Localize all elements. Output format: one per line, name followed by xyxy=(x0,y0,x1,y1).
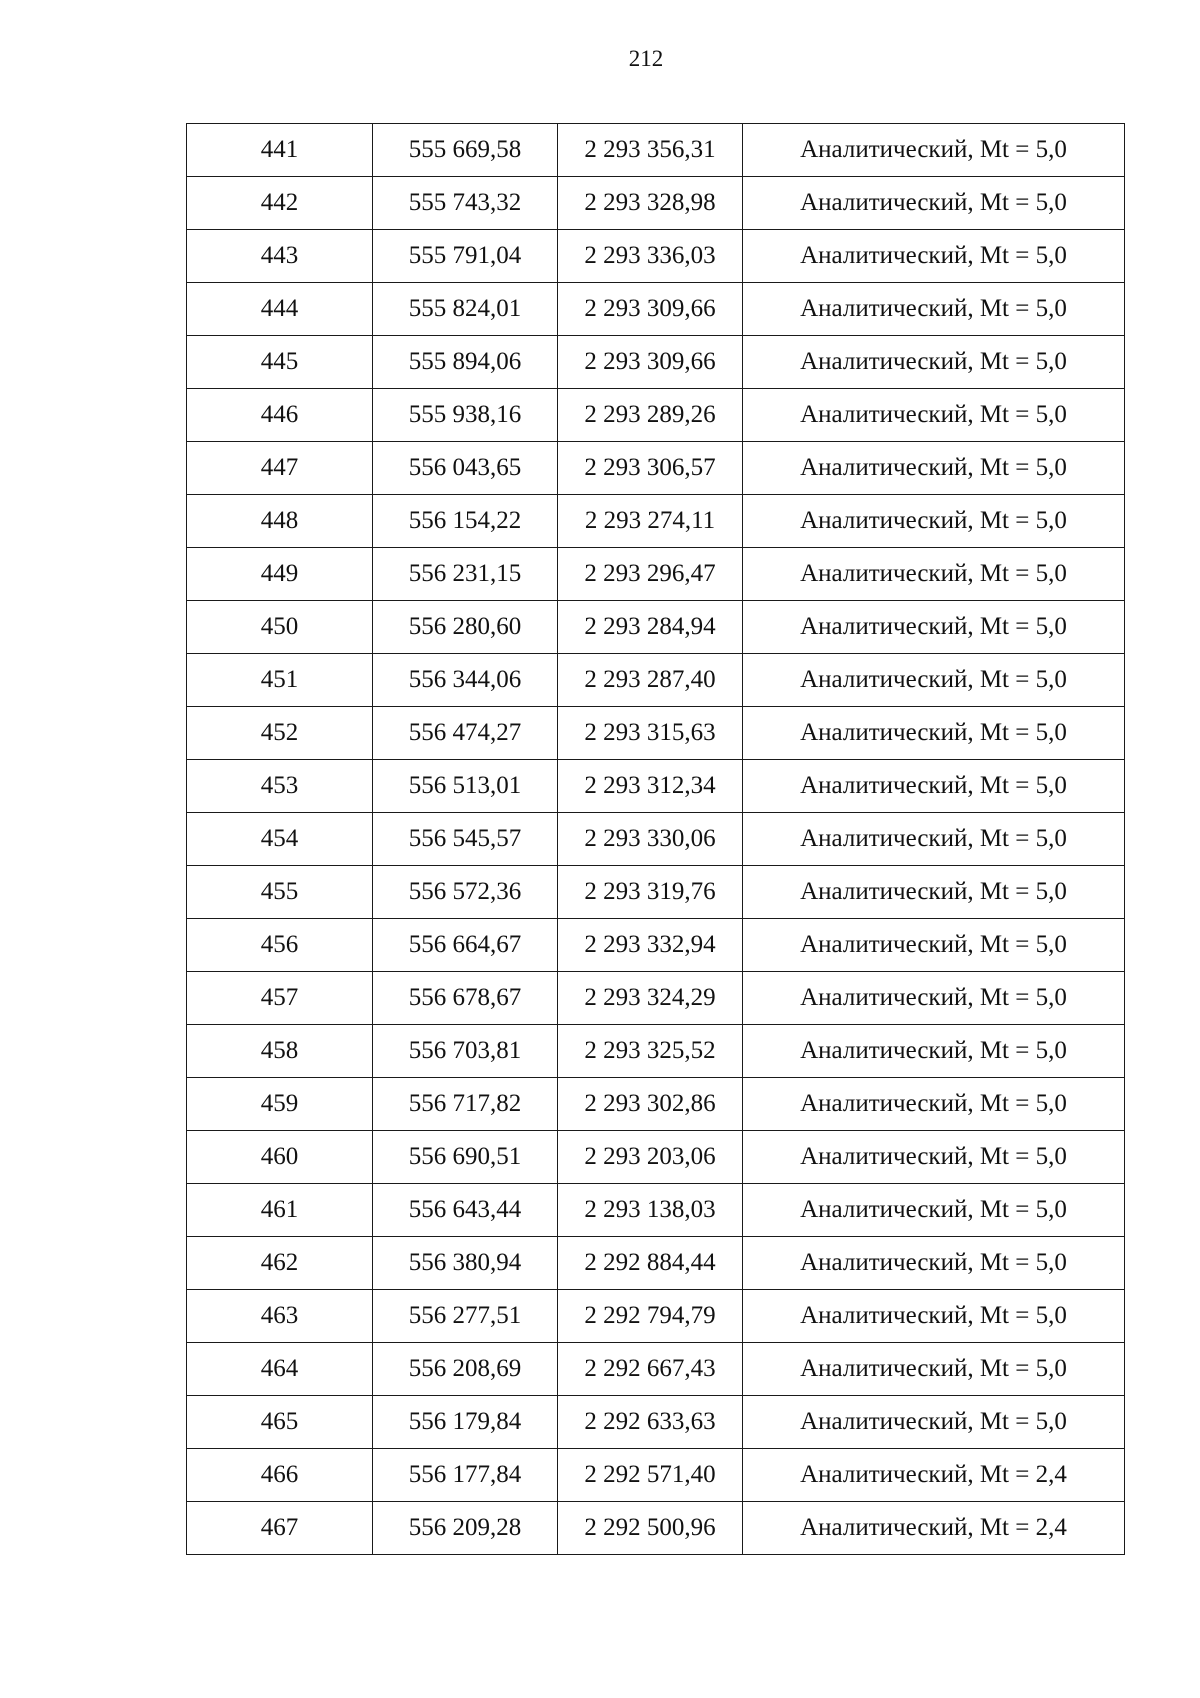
table-row xyxy=(187,601,1125,654)
point-number-cell: 458 xyxy=(187,1025,373,1078)
x-coordinate-cell: 555 791,04 xyxy=(373,230,558,283)
table-row xyxy=(187,1078,1125,1131)
y-coordinate-cell: 2 292 794,79 xyxy=(558,1290,743,1343)
method-cell: Аналитический, Mt = 5,0 xyxy=(743,1131,1125,1184)
y-coordinate-cell: 2 293 328,98 xyxy=(558,177,743,230)
table-row xyxy=(187,442,1125,495)
method-cell: Аналитический, Mt = 5,0 xyxy=(743,495,1125,548)
point-number-cell: 446 xyxy=(187,389,373,442)
point-number-cell: 462 xyxy=(187,1237,373,1290)
method-cell: Аналитический, Mt = 5,0 xyxy=(743,707,1125,760)
table-row xyxy=(187,1290,1125,1343)
y-coordinate-cell: 2 293 324,29 xyxy=(558,972,743,1025)
x-coordinate-cell: 555 894,06 xyxy=(373,336,558,389)
point-number-cell: 450 xyxy=(187,601,373,654)
x-coordinate-cell: 556 043,65 xyxy=(373,442,558,495)
method-cell: Аналитический, Mt = 5,0 xyxy=(743,866,1125,919)
y-coordinate-cell: 2 293 289,26 xyxy=(558,389,743,442)
x-coordinate-cell: 556 643,44 xyxy=(373,1184,558,1237)
x-coordinate-cell: 555 824,01 xyxy=(373,283,558,336)
y-coordinate-cell: 2 293 336,03 xyxy=(558,230,743,283)
x-coordinate-cell: 556 690,51 xyxy=(373,1131,558,1184)
table-row xyxy=(187,283,1125,336)
point-number-cell: 459 xyxy=(187,1078,373,1131)
method-cell: Аналитический, Mt = 2,4 xyxy=(743,1502,1125,1555)
y-coordinate-cell: 2 293 274,11 xyxy=(558,495,743,548)
point-number-cell: 466 xyxy=(187,1449,373,1502)
method-cell: Аналитический, Mt = 5,0 xyxy=(743,124,1125,177)
table-row xyxy=(187,1396,1125,1449)
y-coordinate-cell: 2 293 309,66 xyxy=(558,283,743,336)
method-cell: Аналитический, Mt = 5,0 xyxy=(743,177,1125,230)
point-number-cell: 461 xyxy=(187,1184,373,1237)
table-row xyxy=(187,972,1125,1025)
x-coordinate-cell: 556 513,01 xyxy=(373,760,558,813)
method-cell: Аналитический, Mt = 5,0 xyxy=(743,442,1125,495)
x-coordinate-cell: 556 703,81 xyxy=(373,1025,558,1078)
point-number-cell: 445 xyxy=(187,336,373,389)
table-row xyxy=(187,866,1125,919)
y-coordinate-cell: 2 292 667,43 xyxy=(558,1343,743,1396)
method-cell: Аналитический, Mt = 5,0 xyxy=(743,919,1125,972)
point-number-cell: 449 xyxy=(187,548,373,601)
x-coordinate-cell: 556 572,36 xyxy=(373,866,558,919)
table-row xyxy=(187,230,1125,283)
table-row xyxy=(187,919,1125,972)
method-cell: Аналитический, Mt = 5,0 xyxy=(743,230,1125,283)
x-coordinate-cell: 556 231,15 xyxy=(373,548,558,601)
point-number-cell: 452 xyxy=(187,707,373,760)
table-row xyxy=(187,760,1125,813)
y-coordinate-cell: 2 293 287,40 xyxy=(558,654,743,707)
method-cell: Аналитический, Mt = 5,0 xyxy=(743,1343,1125,1396)
coordinates-table-body xyxy=(187,124,1125,1555)
table-row xyxy=(187,1343,1125,1396)
y-coordinate-cell: 2 292 633,63 xyxy=(558,1396,743,1449)
point-number-cell: 463 xyxy=(187,1290,373,1343)
method-cell: Аналитический, Mt = 2,4 xyxy=(743,1449,1125,1502)
x-coordinate-cell: 556 344,06 xyxy=(373,654,558,707)
coordinates-table xyxy=(186,123,1125,1555)
y-coordinate-cell: 2 293 306,57 xyxy=(558,442,743,495)
method-cell: Аналитический, Mt = 5,0 xyxy=(743,389,1125,442)
y-coordinate-cell: 2 293 315,63 xyxy=(558,707,743,760)
table-row xyxy=(187,548,1125,601)
point-number-cell: 441 xyxy=(187,124,373,177)
point-number-cell: 456 xyxy=(187,919,373,972)
point-number-cell: 443 xyxy=(187,230,373,283)
point-number-cell: 442 xyxy=(187,177,373,230)
x-coordinate-cell: 556 380,94 xyxy=(373,1237,558,1290)
y-coordinate-cell: 2 293 309,66 xyxy=(558,336,743,389)
method-cell: Аналитический, Mt = 5,0 xyxy=(743,1025,1125,1078)
point-number-cell: 460 xyxy=(187,1131,373,1184)
point-number-cell: 457 xyxy=(187,972,373,1025)
method-cell: Аналитический, Mt = 5,0 xyxy=(743,1290,1125,1343)
x-coordinate-cell: 555 743,32 xyxy=(373,177,558,230)
y-coordinate-cell: 2 293 296,47 xyxy=(558,548,743,601)
point-number-cell: 467 xyxy=(187,1502,373,1555)
table-row xyxy=(187,177,1125,230)
x-coordinate-cell: 556 208,69 xyxy=(373,1343,558,1396)
point-number-cell: 453 xyxy=(187,760,373,813)
method-cell: Аналитический, Mt = 5,0 xyxy=(743,336,1125,389)
y-coordinate-cell: 2 293 332,94 xyxy=(558,919,743,972)
method-cell: Аналитический, Mt = 5,0 xyxy=(743,813,1125,866)
table-row xyxy=(187,813,1125,866)
table-row xyxy=(187,336,1125,389)
table-row xyxy=(187,124,1125,177)
method-cell: Аналитический, Mt = 5,0 xyxy=(743,548,1125,601)
point-number-cell: 464 xyxy=(187,1343,373,1396)
y-coordinate-cell: 2 293 284,94 xyxy=(558,601,743,654)
point-number-cell: 465 xyxy=(187,1396,373,1449)
method-cell: Аналитический, Mt = 5,0 xyxy=(743,972,1125,1025)
method-cell: Аналитический, Mt = 5,0 xyxy=(743,601,1125,654)
y-coordinate-cell: 2 292 571,40 xyxy=(558,1449,743,1502)
point-number-cell: 444 xyxy=(187,283,373,336)
y-coordinate-cell: 2 292 500,96 xyxy=(558,1502,743,1555)
x-coordinate-cell: 556 280,60 xyxy=(373,601,558,654)
x-coordinate-cell: 556 179,84 xyxy=(373,1396,558,1449)
y-coordinate-cell: 2 293 356,31 xyxy=(558,124,743,177)
x-coordinate-cell: 556 177,84 xyxy=(373,1449,558,1502)
x-coordinate-cell: 555 938,16 xyxy=(373,389,558,442)
x-coordinate-cell: 556 717,82 xyxy=(373,1078,558,1131)
y-coordinate-cell: 2 292 884,44 xyxy=(558,1237,743,1290)
method-cell: Аналитический, Mt = 5,0 xyxy=(743,283,1125,336)
table-row xyxy=(187,1184,1125,1237)
method-cell: Аналитический, Mt = 5,0 xyxy=(743,1184,1125,1237)
x-coordinate-cell: 556 209,28 xyxy=(373,1502,558,1555)
point-number-cell: 448 xyxy=(187,495,373,548)
page-number: 212 xyxy=(628,46,664,71)
point-number-cell: 454 xyxy=(187,813,373,866)
table-row xyxy=(187,389,1125,442)
y-coordinate-cell: 2 293 138,03 xyxy=(558,1184,743,1237)
table-row xyxy=(187,707,1125,760)
table-row xyxy=(187,1502,1125,1555)
x-coordinate-cell: 556 154,22 xyxy=(373,495,558,548)
table-row xyxy=(187,1131,1125,1184)
point-number-cell: 447 xyxy=(187,442,373,495)
y-coordinate-cell: 2 293 312,34 xyxy=(558,760,743,813)
y-coordinate-cell: 2 293 203,06 xyxy=(558,1131,743,1184)
x-coordinate-cell: 556 474,27 xyxy=(373,707,558,760)
method-cell: Аналитический, Mt = 5,0 xyxy=(743,1078,1125,1131)
x-coordinate-cell: 556 664,67 xyxy=(373,919,558,972)
table-row xyxy=(187,1237,1125,1290)
method-cell: Аналитический, Mt = 5,0 xyxy=(743,1237,1125,1290)
method-cell: Аналитический, Mt = 5,0 xyxy=(743,654,1125,707)
x-coordinate-cell: 556 678,67 xyxy=(373,972,558,1025)
y-coordinate-cell: 2 293 302,86 xyxy=(558,1078,743,1131)
method-cell: Аналитический, Mt = 5,0 xyxy=(743,760,1125,813)
method-cell: Аналитический, Mt = 5,0 xyxy=(743,1396,1125,1449)
y-coordinate-cell: 2 293 319,76 xyxy=(558,866,743,919)
y-coordinate-cell: 2 293 330,06 xyxy=(558,813,743,866)
table-row xyxy=(187,654,1125,707)
x-coordinate-cell: 555 669,58 xyxy=(373,124,558,177)
point-number-cell: 455 xyxy=(187,866,373,919)
table-row xyxy=(187,1025,1125,1078)
y-coordinate-cell: 2 293 325,52 xyxy=(558,1025,743,1078)
x-coordinate-cell: 556 545,57 xyxy=(373,813,558,866)
table-row xyxy=(187,495,1125,548)
table-row xyxy=(187,1449,1125,1502)
point-number-cell: 451 xyxy=(187,654,373,707)
x-coordinate-cell: 556 277,51 xyxy=(373,1290,558,1343)
